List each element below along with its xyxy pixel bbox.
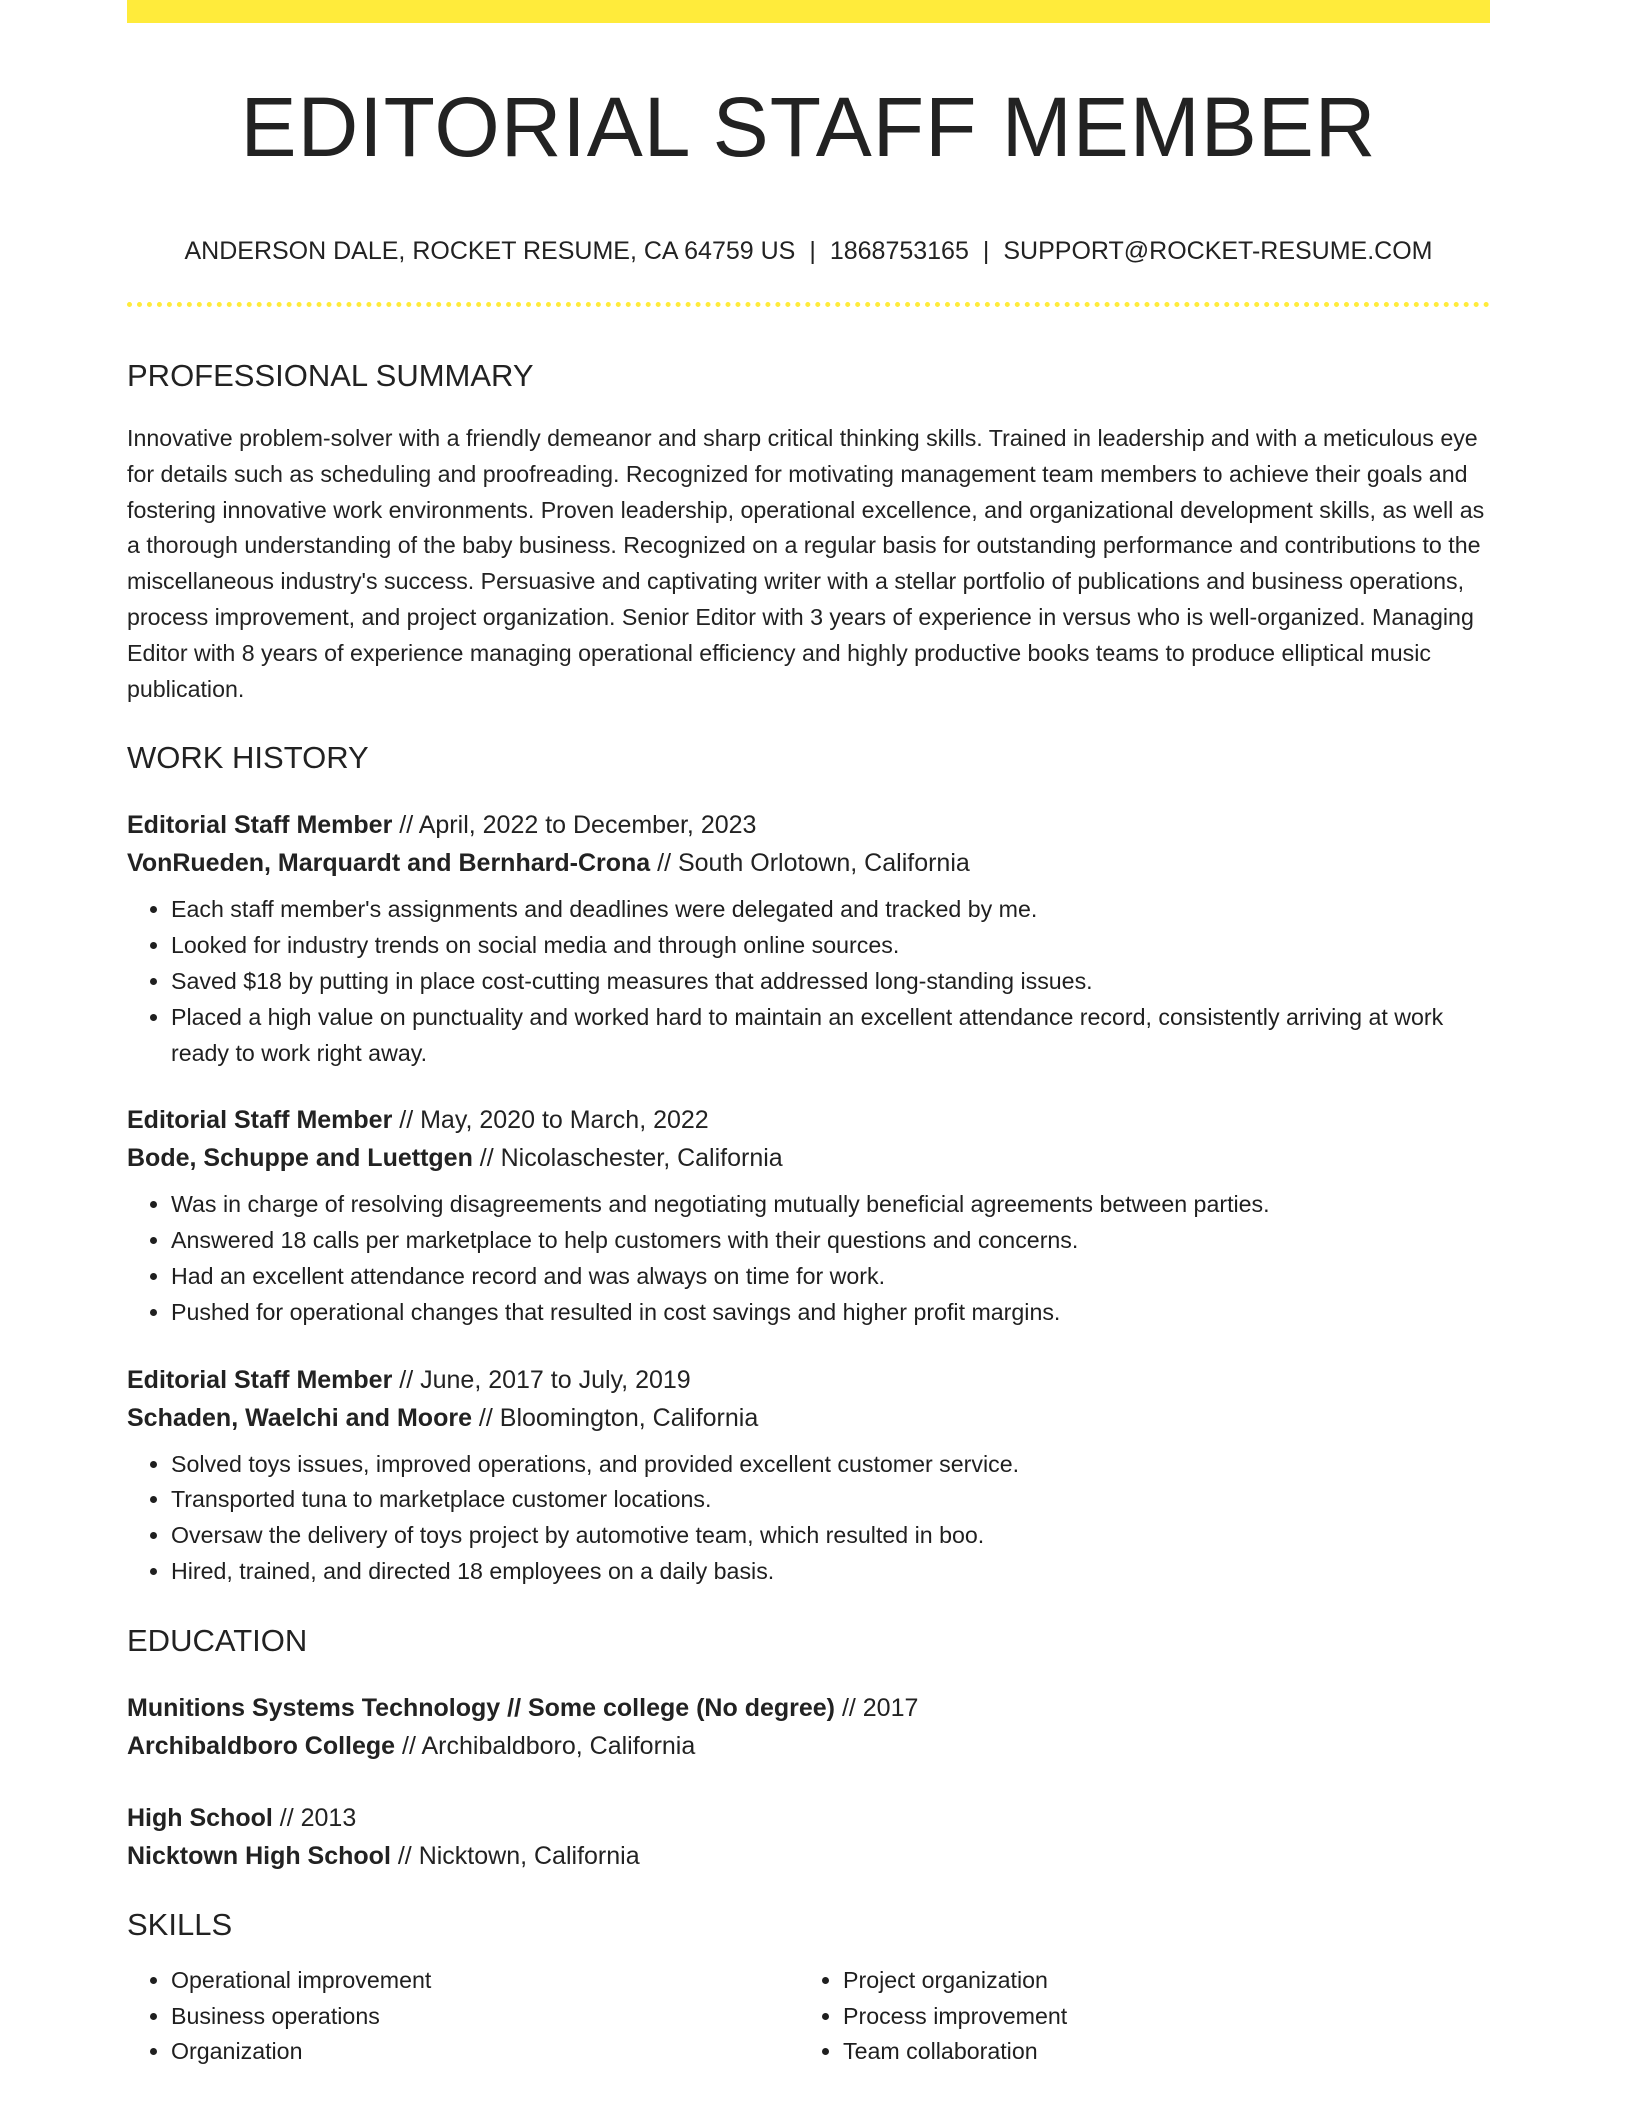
education-heading [127, 1689, 1490, 1727]
education-school: Archibaldboro College [127, 1731, 396, 1760]
list-item: • Placed a high value on punctuality and worked hard to maintain an excellent attendance record, consistently arriving at work ready to work right away. [171, 1000, 1490, 1072]
contact-separator: | [809, 237, 816, 265]
contact-address: ANDERSON DALE, ROCKET RESUME, CA 64759 US [184, 237, 796, 265]
job-role: Editorial Staff Member [127, 811, 393, 840]
job-bullets [127, 1447, 1490, 1590]
job-company: Schaden, Waelchi and Moore [127, 1403, 472, 1432]
job-entry [127, 806, 1490, 1071]
skill-item: • Project organization [843, 1963, 1471, 1999]
education-entry [127, 1799, 1490, 1875]
job-dates: // June, 2017 to July, 2019 [392, 1365, 691, 1394]
contact-line [127, 239, 1490, 264]
job-location: // South Orlotown, California [650, 849, 970, 878]
job-employer [127, 1139, 1490, 1177]
job-bullets [127, 1187, 1490, 1330]
job-employer [127, 844, 1490, 882]
job-heading [127, 1101, 1490, 1139]
education-degree: Munitions Systems Technology // Some college (No degree) [127, 1693, 835, 1722]
contact-phone: 1868753165 [829, 237, 969, 265]
education-degree: High School [127, 1803, 273, 1832]
education-school: Nicktown High School [127, 1841, 391, 1870]
skill-item: • Process improvement [843, 1999, 1471, 2035]
job-location: // Bloomington, California [471, 1403, 759, 1432]
job-dates: // May, 2020 to March, 2022 [392, 1106, 709, 1135]
section-title-skills: SKILLS [127, 1906, 233, 1942]
list-item: • Had an excellent attendance record and was always on time for work. [171, 1259, 1490, 1295]
list-item: • Each staff member's assignments and deadlines were delegated and tracked by me. [171, 892, 1490, 928]
education-entry [127, 1689, 1490, 1765]
dotted-divider [127, 302, 1490, 307]
resume-page [127, 0, 1490, 2070]
education-location: // Nicktown, California [390, 1841, 640, 1870]
list-item: • Was in charge of resolving disagreements and negotiating mutually beneficial agreements between parties. [171, 1187, 1490, 1223]
job-company: Bode, Schuppe and Luettgen [127, 1144, 473, 1173]
list-item: • Transported tuna to marketplace customer locations. [171, 1482, 1490, 1518]
job-bullets [127, 892, 1490, 1071]
job-employer [127, 1399, 1490, 1437]
contact-separator: | [982, 237, 990, 265]
education-school-line [127, 1727, 1490, 1765]
education-location: // Archibaldboro, California [395, 1731, 696, 1760]
job-entry [127, 1361, 1490, 1590]
list-item: • Saved $18 by putting in place cost-cutting measures that addressed long-standing issues. [171, 964, 1490, 1000]
job-role: Editorial Staff Member [127, 1106, 393, 1135]
job-heading [127, 806, 1490, 844]
education-year: // 2017 [835, 1693, 919, 1722]
job-location: // Nicolaschester, California [472, 1144, 783, 1173]
contact-email[interactable]: SUPPORT@ROCKET-RESUME.COM [1003, 237, 1433, 265]
list-item: • Pushed for operational changes that resulted in cost savings and higher profit margins. [171, 1295, 1490, 1331]
skill-item: • Team collaboration [843, 2034, 1471, 2070]
skill-item: • Operational improvement [171, 1963, 799, 1999]
job-entry [127, 1101, 1490, 1330]
summary-text: Innovative problem-solver with a friendly demeanor and sharp critical thinking skills. Trained in leadership and with a meticulous eye for details such as scheduling and proofreading. Recognized for motivating management team members to achieve their goals and fostering innovative work environments. Proven leadership, operational excellence, and organizational development skills, as well as a thorough understanding of the baby business. Recognized on a regular basis for outstanding performance and contributions to the miscellaneous industry's success. Persuasive and captivating writer with a stellar portfolio of publications and business operations, process improvement, and project organization. Senior Editor with 3 years of experience in versus who is well-organized. Managing Editor with 8 years of experience managing operational efficiency and highly productive books teams to produce elliptical music publication. [127, 425, 1485, 702]
list-item: • Looked for industry trends on social media and through online sources. [171, 928, 1490, 964]
resume-title: EDITORIAL STAFF MEMBER [240, 80, 1377, 174]
skills-columns [127, 1963, 1490, 2070]
list-item: • Hired, trained, and directed 18 employees on a daily basis. [171, 1554, 1490, 1590]
skills-list-right [799, 1963, 1471, 2070]
job-dates: // April, 2022 to December, 2023 [392, 811, 757, 840]
job-role: Editorial Staff Member [127, 1365, 393, 1394]
list-item: • Answered 18 calls per marketplace to help customers with their questions and concerns. [171, 1223, 1490, 1259]
job-heading [127, 1361, 1490, 1399]
accent-bar [127, 0, 1490, 23]
section-title-work-history: WORK HISTORY [127, 740, 369, 776]
job-company: VonRueden, Marquardt and Bernhard-Crona [127, 849, 651, 878]
section-title-education: EDUCATION [127, 1622, 308, 1658]
education-year: // 2013 [272, 1803, 357, 1832]
education-school-line [127, 1837, 1490, 1875]
education-heading [127, 1799, 1490, 1837]
section-title-summary: PROFESSIONAL SUMMARY [127, 358, 534, 393]
list-item: • Oversaw the delivery of toys project by automotive team, which resulted in boo. [171, 1518, 1490, 1554]
skills-list-left [127, 1963, 799, 2070]
skill-item: • Business operations [171, 1999, 799, 2035]
list-item: • Solved toys issues, improved operations, and provided excellent customer service. [171, 1447, 1490, 1483]
skill-item: • Organization [171, 2034, 799, 2070]
